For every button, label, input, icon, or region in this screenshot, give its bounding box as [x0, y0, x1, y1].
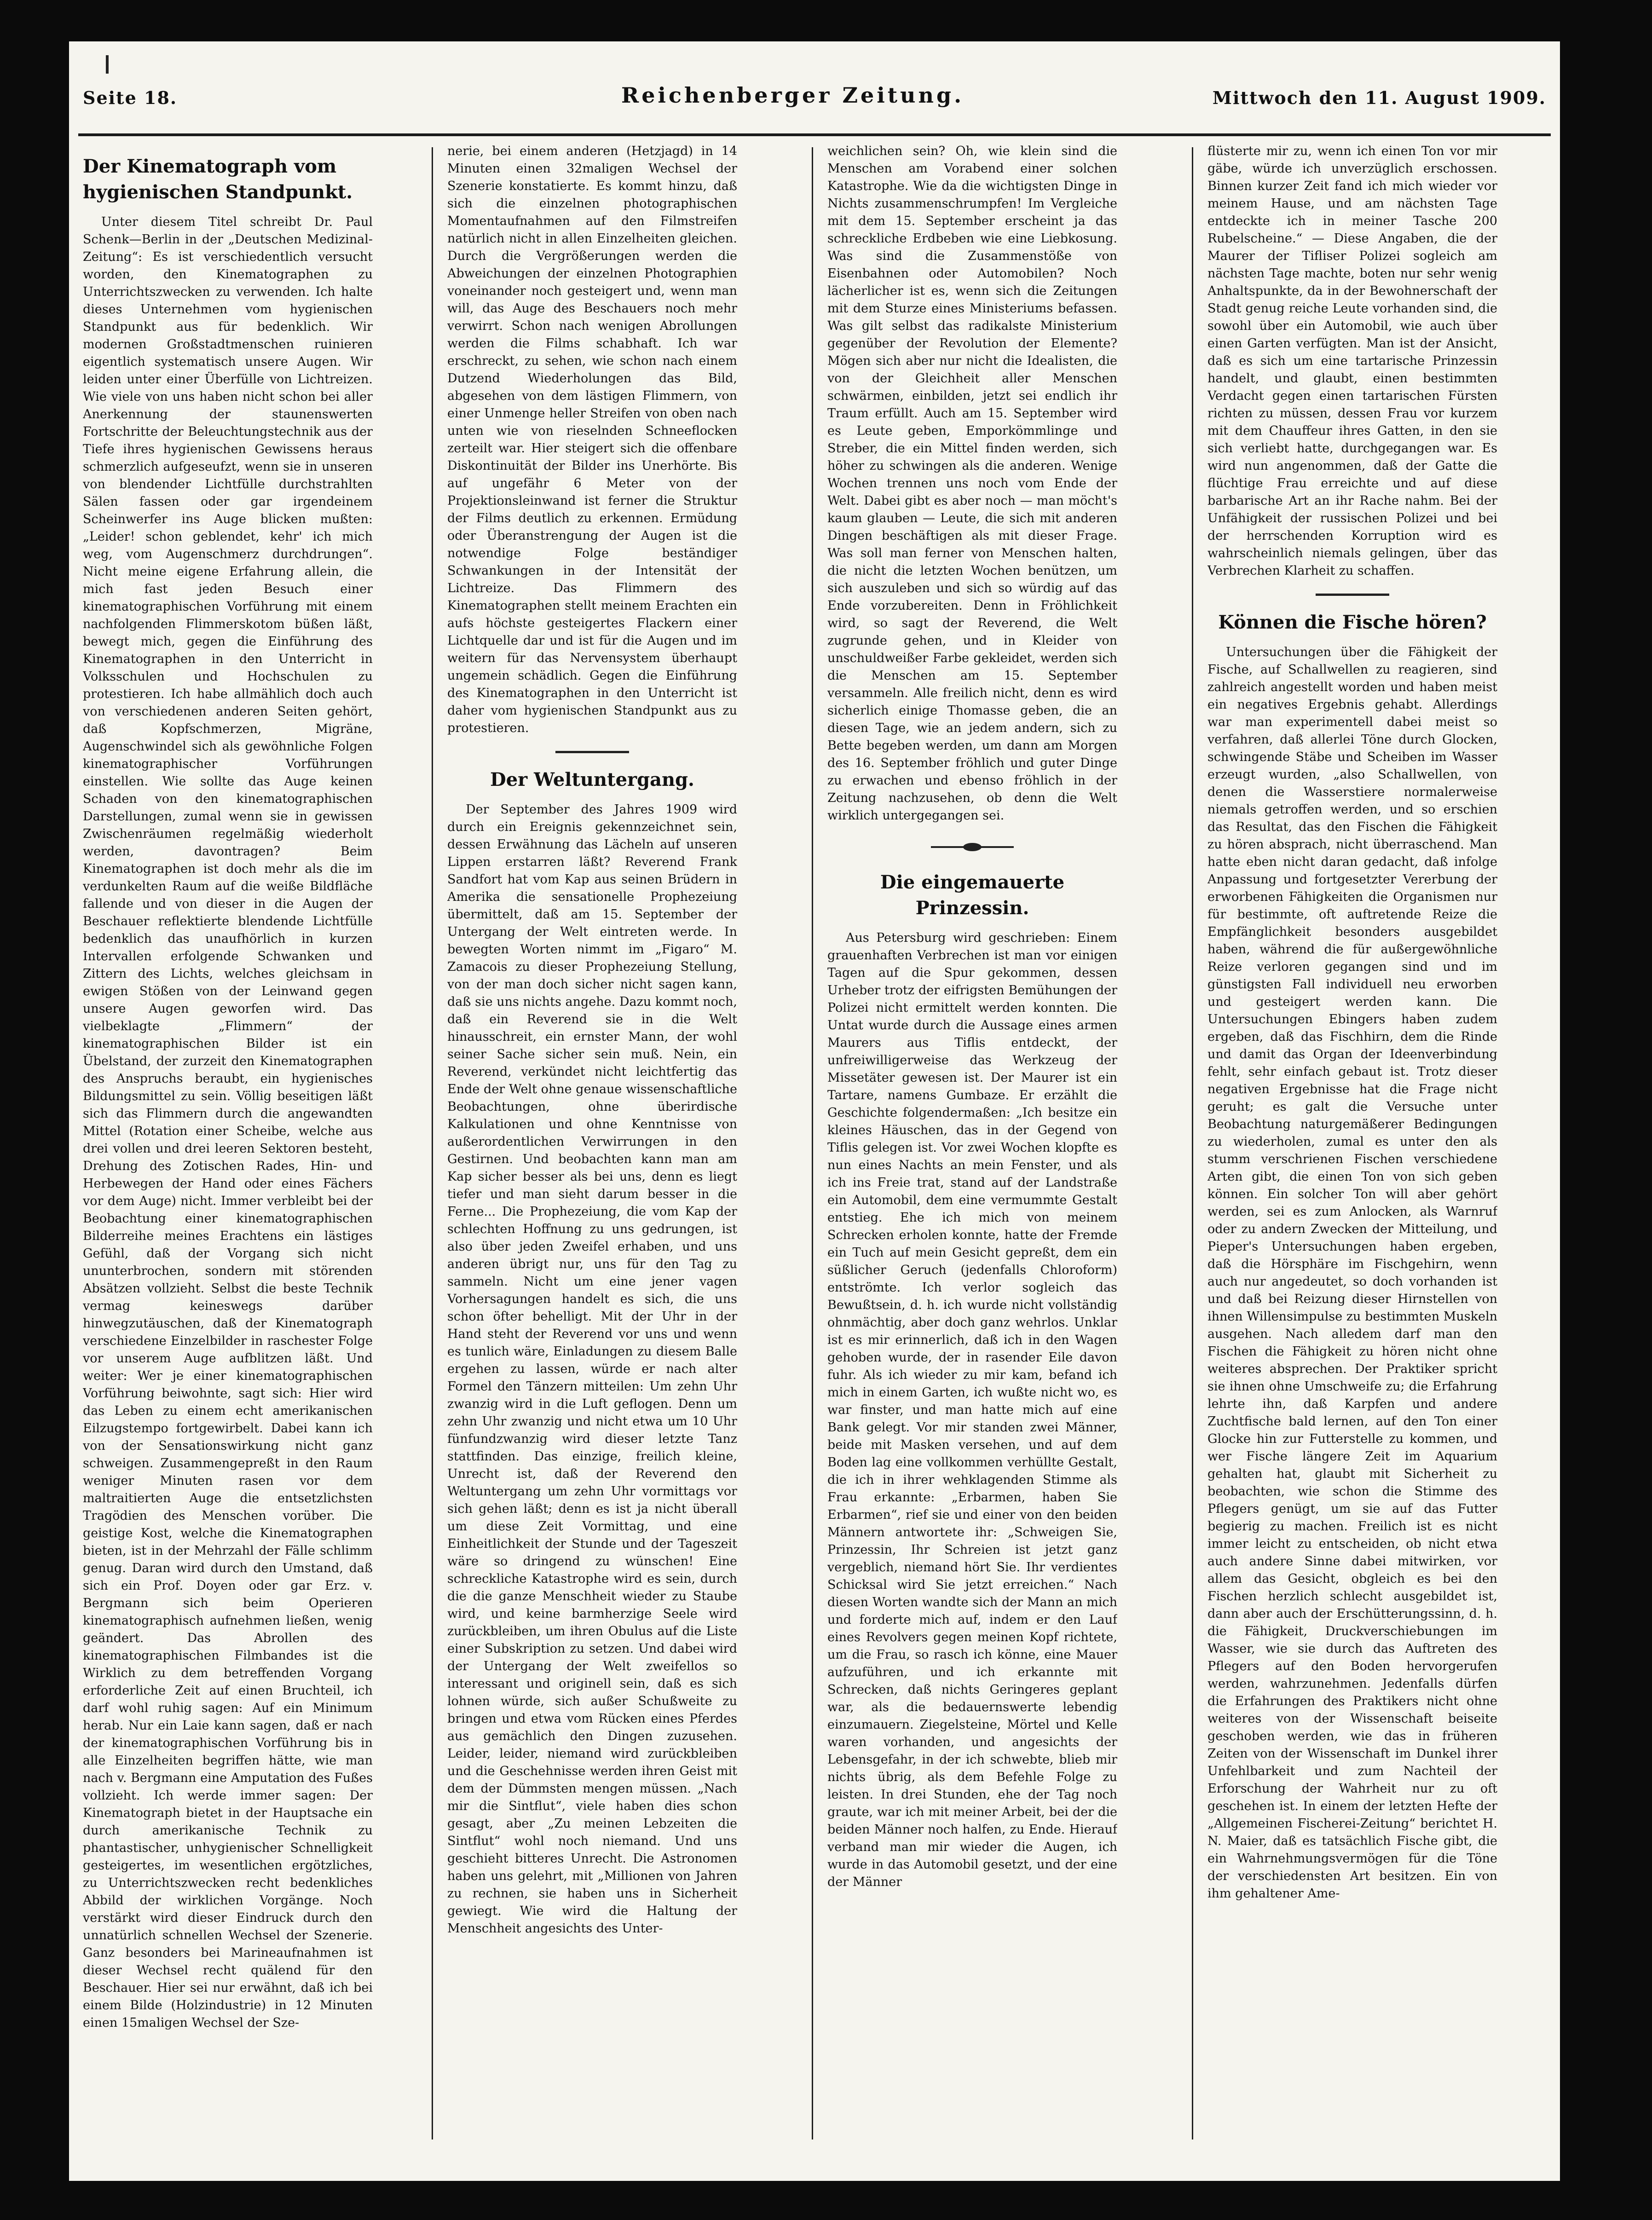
binding-mark: [106, 55, 109, 74]
scan-border-bottom: [0, 2181, 1652, 2220]
article-paragraph: Der September des Jahres 1909 wird durch ein Ereignis gekennzeichnet sein, dessen Erwähnung das Lächeln auf unseren Lippen erstarren läßt? Reverend Frank Sandfort hat vom Kap aus seinen Brüdern in Amerika die sensationelle Prophezeiung übermittelt, daß am 15. September der Untergang der Welt eintreten werde. In bewegten Worten nimmt im „Figaro“ M. Zamacois zu dieser Prophezeiung Stellung, von der man doch sicher nicht sagen kann, daß sie uns nichts angehe. Dazu kommt noch, daß ein Reverend sie in die Welt hinausschreit, ein ernster Mann, der wohl seiner Sache sicher sein muß. Nein, ein Reverend, verkündet nicht leichtfertig das Ende der Welt ohne genaue wissenschaftliche Beobachtungen, ohne überirdische Kalkulationen und ohne Kenntnisse von außerordentlichen Verwirrungen in den Gestirnen. Und beobachten kann man am Kap sicher besser als bei uns, denn es liegt tiefer und man sieht darum besser in die Ferne... Die Prophezeiung, die vom Kap der schlechten Hoffnung zu uns gedrungen, ist also über jeden Zweifel erhaben, und uns anderen übrigt nur, uns für den Tag zu sammeln. Nicht um eine jener vagen Vorhersagungen handelt es sich, die uns schon öfter behelligt. Mit der Uhr in der Hand steht der Reverend vor uns und wenn es tunlich wäre, Einladungen zu diesem Balle ergehen zu lassen, würde er nach alter Formel den Tänzern mitteilen: Um zehn Uhr zwanzig wird in die Luft geflogen. Denn um zehn Uhr zwanzig und nicht etwa um 10 Uhr fünfundzwanzig wird dieser letzte Tanz stattfinden. Das einzige, freilich kleine, Unrecht ist, daß der Reverend den Weltuntergang um zehn Uhr vormittags vor sich gehen läßt; denn es ist ja nicht überall um diese Zeit Vormittag, und eine Einheitlichkeit der Stunde und der Tageszeit wäre so dringend zu wünschen! Eine schreckliche Katastrophe wird es sein, durch die die ganze Menschheit wieder zu Staube wird, und keine barmherzige Seele wird zurückbleiben, um ihren Obulus auf die Liste einer Subskription zu setzen. Und dabei wird der Untergang der Welt zweifellos so interessant und originell sein, daß es sich lohnen würde, sich außer Schußweite zu bringen und etwa vom Rücken eines Pferdes aus gemächlich den Dingen zuzusehen. Leider, leider, niemand wird zurückbleiben und die Geschehnisse werden ihren Geist mit dem der Dümmsten mengen müssen. „Nach mir die Sintflut“, viele haben dies schon gesagt, aber „Zu meinen Lebzeiten die Sintflut“ wohl noch niemand. Und uns geschieht bitteres Unrecht. Die Astronomen haben uns gelehrt, mit „Millionen von Jahren zu rechnen, sie haben uns in Sicherheit gewiegt. Wie wird die Haltung der Menschheit angesichts des Unter-: [447, 802, 737, 1936]
article-paragraph: Untersuchungen über die Fähigkeit der Fische, auf Schallwellen zu reagieren, sind zahlreich angestellt worden und haben meist ein negatives Ergebnis gehabt. Allerdings war man experimentell dabei meist so verfahren, daß allerlei Töne durch Glocken, schwingende Stäbe und Scheiben im Wasser erzeugt wurden, „also Schallwellen, von denen die Wasserstiere normalerweise niemals getroffen werden, und so erschien das Resultat, das den Fischen die Fähigkeit zu hören absprach, nicht überraschend. Man hatte eben nicht daran gedacht, daß infolge Anpassung und fortgesetzter Vererbung der erworbenen Fähigkeiten die Organismen nur für bestimmte, oft auftretende Reize die Empfänglichkeit besonders ausgebildet haben, während die für außergewöhnliche Reize verloren gegangen sind und im günstigsten Fall individuell neu erworben und gesteigert werden kann. Die Untersuchungen Ebingers haben zudem ergeben, daß das Fischhirn, dem die Rinde und damit das Organ der Ideenverbindung fehlt, sehr einfach gebaut ist. Trotz dieser negativen Ergebnisse hat die Frage nicht geruht; es galt die Versuche unter Beobachtung naturgemäßerer Bedingungen zu wiederholen, zumal es unter den als stumm verschrienen Fischen verschiedene Arten gibt, die einen Ton von sich geben können. Ein solcher Ton will aber gehört werden, sei es zum Anlocken, als Warnruf oder zu andern Zwecken der Mitteilung, und Pieper's Untersuchungen haben ergeben, daß die Hörsphäre im Fischgehirn, wenn auch nur angedeutet, so doch vorhanden ist und daß bei Reizung dieser Hirnstellen von ihnen Willensimpulse zu bestimmten Muskeln ausgehen. Nach alledem darf man den Fischen die Fähigkeit zu hören nicht ohne weiteres absprechen. Der Praktiker spricht sie ihnen ohne Umschweife zu; die Erfahrung lehrte ihn, daß Karpfen und andere Zuchtfische bald lernen, auf den Ton einer Glocke hin zur Futterstelle zu kommen, und wer Fische längere Zeit im Aquarium gehalten hat, glaubt mit Sicherheit zu beobachten, wie schon die Stimme des Pflegers genügt, um sie auf das Futter begierig zu machen. Freilich ist es nicht immer leicht zu entscheiden, ob nicht etwa auch andere Sinne dabei mitwirken, vor allem das Gesicht, obgleich es bei den Fischen herzlich schlecht ausgebildet ist, dann aber auch der Erschütterungssinn, d. h. die Fähigkeit, Druckverschiebungen im Wasser, wie sie durch das Auftreten des Pflegers auf den Boden hervorgerufen werden, wahrzunehmen. Jedenfalls dürfen die Erfahrungen des Praktikers nicht ohne weiteres von der Wissenschaft beiseite geschoben werden, wie das in früheren Zeiten von der Wissenschaft im Dunkel ihrer Unfehlbarkeit und zum Nachteil der Erforschung der Wahrheit nur zu oft geschehen ist. In einem der letzten Hefte der „Allgemeinen Fischerei-Zeitung“ berichtet H. N. Maier, daß es tatsächlich Fische gibt, die ein Wahrnehmungsvermögen für die Töne der verschiedensten Art besitzen. Ein von ihm gehaltener Ame-: [1207, 645, 1497, 1901]
page-header: [69, 78, 1560, 133]
column-separator: [1192, 147, 1193, 2139]
article-continuation: weichlichen sein? Oh, wie klein sind die Menschen am Vorabend einer solchen Katastrophe. Wie da die wichtigsten Dinge in Nichts zusammenschrumpfen! Im Vergleiche mit dem 15. September erscheint ja das schreckliche Erdbeben wie eine Liebkosung. Was sind die Zusammenstöße von Eisenbahnen oder Automobilen? Noch lächerlicher ist es, wenn sich die Zeitungen mit dem Sturze eines Ministeriums befassen. Was gilt selbst das radikalste Ministerium gegenüber der Revolution der Elemente? Mögen sich aber nur nicht die Idealisten, die von der Gleichheit aller Menschen schwärmen, einbilden, jetzt sei endlich ihr Traum erfüllt. Auch am 15. September wird es Leute geben, Emporkömmlinge und Streber, die ein Mittel finden werden, sich höher zu schwingen als die anderen. Wenige Wochen trennen uns noch vom Ende der Welt. Dabei gibt es aber noch — man möcht's kaum glauben — Leute, die sich mit anderen Dingen beschäftigen als mit dieser Frage. Was soll man ferner von Menschen halten, die nicht die letzten Wochen benützen, um sich auszuleben und sich so würdig auf das Ende vorzubereiten. Denn in Fröhlichkeit wird, so sagt der Reverend, die Welt zugrunde gehen, und in Kleider von unschuldweißer Farbe gekleidet, werden sich die Menschen am 15. September versammeln. Alle freilich nicht, denn es wird sicherlich einige Thomasse geben, die an diesen Tage, wie an jedem andern, sich zu Bette begeben werden, um dann am Morgen des 16. September fröhlich und guter Dinge zu erwachen und ebenso fröhlich in der Zeitung nachzusehen, ob denn die Welt wirklich untergegangen sei.: [827, 144, 1117, 823]
scan-border-right: [1560, 0, 1652, 2220]
column-2: [447, 143, 737, 2149]
article-continuation: nerie, bei einem anderen (Hetzjagd) in 14 Minuten einen 32maligen Wechsel der Szenerie konstatierte. Es kommt hinzu, daß sich die einzelnen photographischen Momentaufnahmen auf den Filmstreifen natürlich nicht in allen Einzelheiten gleichen. Durch die Vergrößerungen werden die Abweichungen der einzelnen Photographien voneinander noch gesteigert und, wenn man will, das Auge des Beschauers noch mehr verwirrt. Schon nach wenigen Abrollungen werden die Films schabhaft. Ich war erschreckt, zu sehen, wie schon nach einem Dutzend Wiederholungen das Bild, abgesehen von dem lästigen Flimmern, von einer Unmenge heller Streifen von oben nach unten wie von rieselnden Schneeflocken zerteilt war. Hier steigert sich die offenbare Diskontinuität der Bilder ins Unerhörte. Bis auf ungefähr 6 Meter von der Projektionsleinwand ist ferner die Struktur der Films deutlich zu erkennen. Ermüdung oder Überanstrengung der Augen ist die notwendige Folge beständiger Schwankungen in der Intensität der Lichtreize. Das Flimmern des Kinematographen stellt meinem Erachten ein aufs höchste gesteigertes Flackern einer Lichtquelle dar und ist für die Augen und im weitern für das Nervensystem überhaupt ungemein schädlich. Gegen die Einführung des Kinematographen in den Unterricht ist daher vom hygienischen Standpunkt aus zu protestieren.: [447, 144, 737, 735]
issue-date: Mittwoch den 11. August 1909.: [1212, 87, 1546, 108]
article-title-prinzessin: Die eingemauerte Prinzessin.: [880, 871, 1065, 919]
article-continuation: flüsterte mir zu, wenn ich einen Ton vor mir gäbe, würde ich unverzüglich erschossen. Binnen kurzer Zeit fand ich mich wieder vor meinem Hause, und am nächsten Tage entdeckte ich in meiner Tasche 200 Rubelscheine.“ — Diese Angaben, die der Maurer der Tifliser Polizei sogleich am nächsten Tage machte, boten nur sehr wenig Anhaltspunkte, da in der Bewohnerschaft der Stadt genug reiche Leute vorhanden sind, die sowohl über ein Automobil, wie auch über einen Garten verfügten. Man ist der Ansicht, daß es sich um eine tartarische Prinzessin handelt, und glaubt, einen bestimmten Verdacht gegen einen tartarischen Fürsten richten zu müssen, dessen Frau vor kurzem mit dem Chauffeur ihres Gatten, in den sie sich verliebt hatte, durchgegangen war. Es wird nun angenommen, daß der Gatte die flüchtige Frau erreichte und auf diese barbarische Art an ihr Rache nahm. Bei der Unfähigkeit der russischen Polizei und bei der herrschenden Korruption wird es wahrscheinlich niemals gelingen, über das Verbrechen Klarheit zu schaffen.: [1207, 144, 1497, 578]
section-divider: [1316, 594, 1389, 596]
article-title-fische: Können die Fische hören?: [1218, 611, 1487, 633]
column-separator: [432, 147, 433, 2139]
column-separator: [812, 147, 813, 2139]
page-number: Seite 18.: [83, 87, 178, 108]
header-rule: [78, 133, 1551, 136]
article-title-weltuntergang: Der Weltuntergang.: [490, 769, 694, 790]
section-divider: [555, 751, 629, 753]
column-4: [1207, 143, 1497, 2149]
article-title-kinematograph: Der Kinematograph vom hygienischen Standpunkt.: [83, 156, 353, 203]
article-paragraph: Aus Petersburg wird geschrieben: Einem grauenhaften Verbrechen ist man vor einigen Tagen auf die Spur gekommen, dessen Urheber trotz der eifrigsten Bemühungen der Polizei nicht ermittelt werden konnten. Die Untat wurde durch die Aussage eines armen Maurers aus Tiflis entdeckt, der unfreiwilligerweise das Werkzeug der Missetäter gewesen ist. Der Maurer ist ein Tartare, namens Gumbaze. Er erzählt die Geschichte folgendermaßen: „Ich besitze ein kleines Häuschen, das in der Gegend von Tiflis gelegen ist. Vor zwei Wochen klopfte es nun eines Nachts an mein Fenster, und als ich ins Freie trat, stand auf der Landstraße ein Automobil, dem eine vermummte Gestalt entstieg. Ehe ich mich von meinem Schrecken erholen konnte, hatte der Fremde ein Tuch auf mein Gesicht gepreßt, dem ein süßlicher Geruch (jedenfalls Chloroform) entströmte. Ich verlor sogleich das Bewußtsein, d. h. ich wurde nicht vollständig ohnmächtig, aber doch ganz wehrlos. Unklar ist es mir erinnerlich, daß ich in den Wagen gehoben wurde, der in rasender Eile davon fuhr. Als ich wieder zu mir kam, befand ich mich in einem Garten, ich wußte nicht wo, es war finster, und man hatte mich auf eine Bank gelegt. Vor mir standen zwei Männer, beide mit Masken versehen, und auf dem Boden lag eine vollkommen verhüllte Gestalt, die ich in ihrer wehklagenden Stimme als Frau erkannte: „Erbarmen, haben Sie Erbarmen“, rief sie und einer von den beiden Männern antwortete ihr: „Schweigen Sie, Prinzessin, Ihr Schreien ist jetzt ganz vergeblich, niemand hört Sie. Ihr verdientes Schicksal wird Sie jetzt erreichen.“ Nach diesen Worten wandte sich der Mann an mich und forderte mich auf, indem er den Lauf eines Revolvers gegen meinen Kopf richtete, um die Frau, so rasch ich könne, eine Mauer aufzuführen, und ich erkannte mit Schrecken, daß nichts Geringeres geplant war, als die bedauernswerte lebendig einzumauern. Ziegelsteine, Mörtel und Kelle waren vorhanden, und angesichts der Lebensgefahr, in der ich schwebte, blieb mir nichts übrig, als dem Befehle Folge zu leisten. In drei Stunden, ehe der Tag noch graute, war ich mit meiner Arbeit, bei der die beiden Männer noch halfen, zu Ende. Hierauf verband man mir wieder die Augen, ich wurde in das Automobil gesetzt, und der eine der Männer: [827, 931, 1117, 1889]
article-paragraph: Unter diesem Titel schreibt Dr. Paul Schenk—Berlin in der „Deutschen Medizinal-Zeitung“: Es ist verschiedentlich versucht worden, den Kinematographen zu Unterrichtszwecken zu verwenden. Ich halte dieses Unternehmen vom hygienischen Standpunkt aus für bedenklich. Wir modernen Großstadtmenschen ruinieren eigentlich systematisch unsere Augen. Wir leiden unter einer Überfülle von Lichtreizen. Wie viele von uns haben nicht schon bei aller Anerkennung der staunenswerten Fortschritte der Beleuchtungstechnik aus der Tiefe ihres hygienischen Gewissens heraus schmerzlich aufgeseufzt, wenn sie in unseren von blendender Lichtfülle durchstrahlten Sälen fassen oder gar irgendeinem Scheinwerfer ins Auge blicken mußten: „Leider! schon geblendet, kehr' ich mich weg, vom Augenschmerz durchdrungen“. Nicht meine eigene Erfahrung allein, die mich fast jeden Besuch einer kinematographischen Vorführung mit einem nachfolgenden Flimmerskotom büßen läßt, bewegt mich, gegen die Einführung des Kinematographen in den Unterricht in Volksschulen und Hochschulen zu protestieren. Ich habe allmählich doch auch von verschiedenen anderen Seiten gehört, daß Kopfschmerzen, Migräne, Augenschwindel sich als gewöhnliche Folgen kinematographischer Vorführungen einstellen. Wie sollte das Auge keinen Schaden von den kinematographischen Darstellungen, zumal wenn sie in gewissen Zwischenräumen regelmäßig wiederholt werden, davontragen? Beim Kinematographen ist doch mehr als die im verdunkelten Raum auf die weiße Bildfläche fallende und von dieser in die Augen der Beschauer reflektierte blendende Lichtfülle bedenklich das unaufhörlich in kurzen Intervallen erfolgende Schwanken und Zittern des Lichts, welches gleichsam in ewigen Stößen von der Leinwand gegen unsere Augen geworfen wird. Das vielbeklagte „Flimmern“ der kinematographischen Bilder ist ein Übelstand, der zurzeit den Kinematographen des Anspruchs beraubt, ein hygienisches Bildungsmittel zu sein. Völlig beseitigen läßt sich das Flimmern durch die angewandten Mittel (Rotation einer Scheibe, welche aus drei vollen und drei leeren Sektoren besteht, Drehung des Zotischen Rades, Hin- und Herbewegen der Hand oder eines Fächers vor dem Auge) nicht. Immer verbleibt bei der Beobachtung einer kinematographischen Bilderreihe meines Erachtens ein lästiges Gefühl, daß der Vorgang sich nicht ununterbrochen, sondern mit störenden Absätzen vollzieht. Selbst die beste Technik vermag keineswegs darüber hinwegzutäuschen, daß der Kinematograph verschiedene Einzelbilder in raschester Folge vor unserem Auge aufblitzen läßt. Und weiter: Wer je einer kinematographischen Vorführung beiwohnte, sagt sich: Hier wird das Leben zu einem echt amerikanischen Eilzugstempo fortgewirbelt. Dabei kann ich von der Sensationswirkung nicht ganz schweigen. Zusammengepreßt in den Raum weniger Minuten rasen vor dem maltraitierten Auge die entsetzlichsten Tragödien des Menschen vorüber. Die geistige Kost, welche die Kinematographen bieten, ist in der Mehrzahl der Fälle schlimm genug. Daran wird durch den Umstand, daß sich ein Prof. Doyen oder gar Erz. v. Bergmann sich beim Operieren kinematographisch aufnehmen ließen, wenig geändert. Das Abrollen des kinematographischen Filmbandes ist die Wirklich zu dem betreffenden Vorgang erforderliche Zeit auf einen Bruchteil, ich darf wohl ruhig sagen: Auf ein Minimum herab. Nur ein Laie kann sagen, daß er nach der kinematographischen Vorführung bis in alle Einzelheiten begriffen hätte, wie man nach v. Bergmann eine Amputation des Fußes vollzieht. Ich werde immer sagen: Der Kinematograph bietet in der Hauptsache ein durch amerikanische Technik zu phantastischer, unhygienischer Schnelligkeit gesteigertes, im wesentlichen ergötzliches, zu Unterrichtszwecken recht bedenkliches Abbild der wirklichen Vorgänge. Noch verstärkt wird dieser Eindruck durch den unnatürlich schnellen Wechsel der Szenerie. Ganz besonders bei Marineaufnahmen ist dieser Wechsel recht quälend für den Beschauer. Hier sei nur erwähnt, daß ich bei einem Bilde (Holzindustrie) in 12 Minuten einen 15maligen Wechsel der Sze-: [83, 215, 373, 2030]
newspaper-name: Reichenberger Zeitung.: [621, 83, 965, 108]
scan-border-left: [0, 0, 69, 2220]
newspaper-page: [69, 41, 1560, 2181]
column-1: [83, 143, 373, 2149]
ornament-divider: [931, 843, 1014, 851]
scan-border-top: [0, 0, 1652, 41]
column-3: [827, 143, 1117, 2149]
